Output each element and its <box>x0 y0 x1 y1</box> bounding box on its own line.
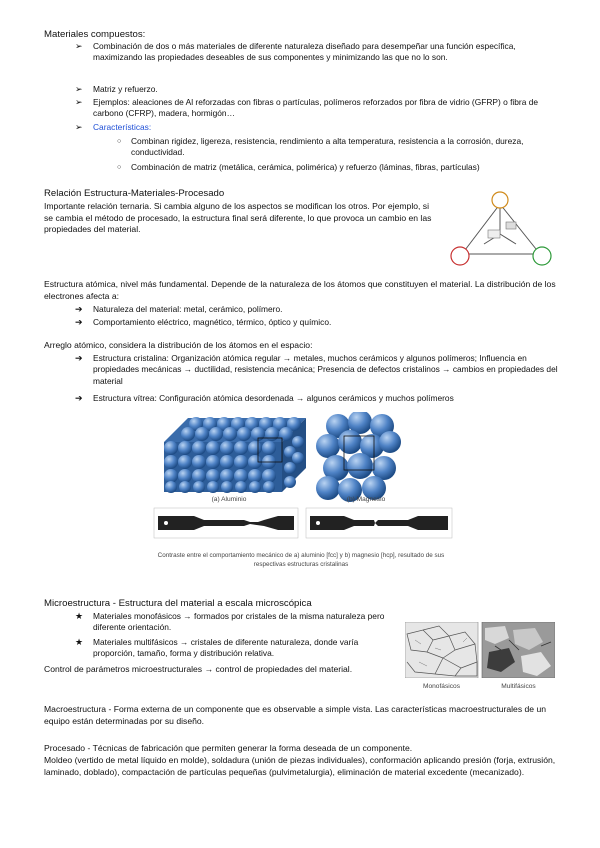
hcp-lattice-icon <box>316 412 401 502</box>
list-item-caracteristicas: ➢ Características: <box>75 122 152 132</box>
macroestructura-paragraph: Macroestructura - Forma externa de un componente que es observable a simple vista. Las características macroestructurales de un equipo están determinadas por su diseño. <box>44 704 547 726</box>
micrographs <box>405 622 555 690</box>
arrowhead-bullet-icon: ➢ <box>75 97 83 107</box>
list-item: ➔ Estructura vítrea: Configuración atómica desordenada → algunos cerámicos y muchos polímeros <box>75 393 454 403</box>
section-title-materiales-compuestos: Materiales compuestos: <box>44 29 146 40</box>
procesado-paragraph-1: Procesado - Técnicas de fabricación que permiten generar la forma deseada de un componente. <box>44 743 413 753</box>
arrowhead-bullet-icon: ➢ <box>75 41 83 51</box>
arrowhead-bullet-icon: ➢ <box>75 122 83 132</box>
list-item: ➔ Estructura cristalina: Organización atómica regular → metales, muchos cerámicos y algunos polímeros; Influencia en propiedades mecánicas → ductilidad, resistencia mecánica; Presencia de defectos cristalinos → cambios en propiedades del material <box>75 353 558 386</box>
list-item: ➢ Matriz y refuerzo. <box>75 84 158 94</box>
star-bullet-icon: ★ <box>75 637 84 647</box>
figure-label-aluminio: (a) Aluminio <box>211 496 247 503</box>
arrowhead-bullet-icon: ➢ <box>75 84 83 94</box>
procesado-paragraph-2: Moldeo (vertido de metal líquido en molde), soldadura (unión de piezas individuales), conformación aplicando presión (forja, extrusión, laminado, doblado), compactación de partículas pequeñas (pulvimetalurgia), eliminación de material excedente (mecanizado). <box>44 755 556 777</box>
arrow-bullet-icon: ➔ <box>75 317 83 327</box>
sub-list-item: ○ Combinan rigidez, ligereza, resistencia, rendimiento a alta temperatura, resistencia a la corrosión, dureza, conductividad. <box>117 136 524 158</box>
section-title-relacion: Relación Estructura-Materiales-Procesado <box>44 188 225 199</box>
list-item: ★ Materiales multifásicos → cristales de diferente naturaleza, donde varía proporción, tamaño, forma y distribución relativa. <box>75 637 359 659</box>
microestructura-paragraph: Control de parámetros microestructurales → control de propiedades del material. <box>44 664 353 674</box>
figure-label-magnesio: (b) Magnesio <box>346 496 386 503</box>
tensile-specimen-aluminium-icon <box>154 508 298 538</box>
list-item: ➢ Ejemplos: aleaciones de Al reforzadas con fibras o partículas, polímeros reforzados por fibra de vidrio (GFRP) o fibra de carbono (CFRP), madera, hormigón… <box>75 97 539 119</box>
arreglo-atomico-paragraph: Arreglo atómico, considera la distribución de los átomos en el espacio: <box>44 340 313 350</box>
estructura-atomica-paragraph: Estructura atómica, nivel más fundamental. Depende de la naturaleza de los átomos que constituyen el material. La distribución de los electrones afecta a: <box>44 279 556 301</box>
star-bullet-icon: ★ <box>75 611 84 621</box>
tensile-specimen-magnesium-icon <box>306 508 452 538</box>
section-title-microestructura: Microestructura - Estructura del material a escala microscópica <box>44 598 312 609</box>
arrow-bullet-icon: ➔ <box>75 393 83 403</box>
sub-list-item: ○ Combinación de matriz (metálica, cerámica, polimérica) y refuerzo (láminas, fibras, partículas) <box>117 162 480 172</box>
arrow-bullet-icon: ➔ <box>75 353 83 363</box>
list-item: ➢ Combinación de dos o más materiales de diferente naturaleza diseñado para desempeñar una función específica, maximizando las propiedades deseables de sus componentes y minimizando las que no lo son. <box>75 41 516 63</box>
label-multifasicos: Multifásicos <box>501 683 536 690</box>
fcc-lattice-icon <box>164 417 306 493</box>
ternary-relation-diagram <box>448 190 554 268</box>
figure-caption: Contraste entre el comportamiento mecánico de a) aluminio [fcc] y b) magnesio [hcp], resultado de sus respectivas estructuras cristalinas <box>157 552 445 568</box>
multiphase-micrograph-icon <box>482 622 555 678</box>
circle-bullet-icon: ○ <box>117 138 122 145</box>
list-item: ➔ Naturaleza del material: metal, cerámico, polímero. <box>75 304 283 314</box>
label-monofasicos: Monofásicos <box>422 683 461 690</box>
circle-bullet-icon: ○ <box>117 164 122 171</box>
monophase-micrograph-icon <box>405 622 478 678</box>
relacion-paragraph: Importante relación ternaria. Si cambia alguno de los aspectos se modifican los otros. Por ejemplo, si se cambia el método de procesado, la estructura final será diferente, lo que provoca un cambio en las propiedades del material. <box>44 201 432 235</box>
crystal-structure-figure <box>146 412 456 580</box>
list-item: ➔ Comportamiento eléctrico, magnético, térmico, óptico y químico. <box>75 317 332 327</box>
arrow-bullet-icon: ➔ <box>75 304 83 314</box>
list-item: ★ Materiales monofásicos → formados por cristales de la misma naturaleza pero diferente orientación. <box>75 611 385 633</box>
